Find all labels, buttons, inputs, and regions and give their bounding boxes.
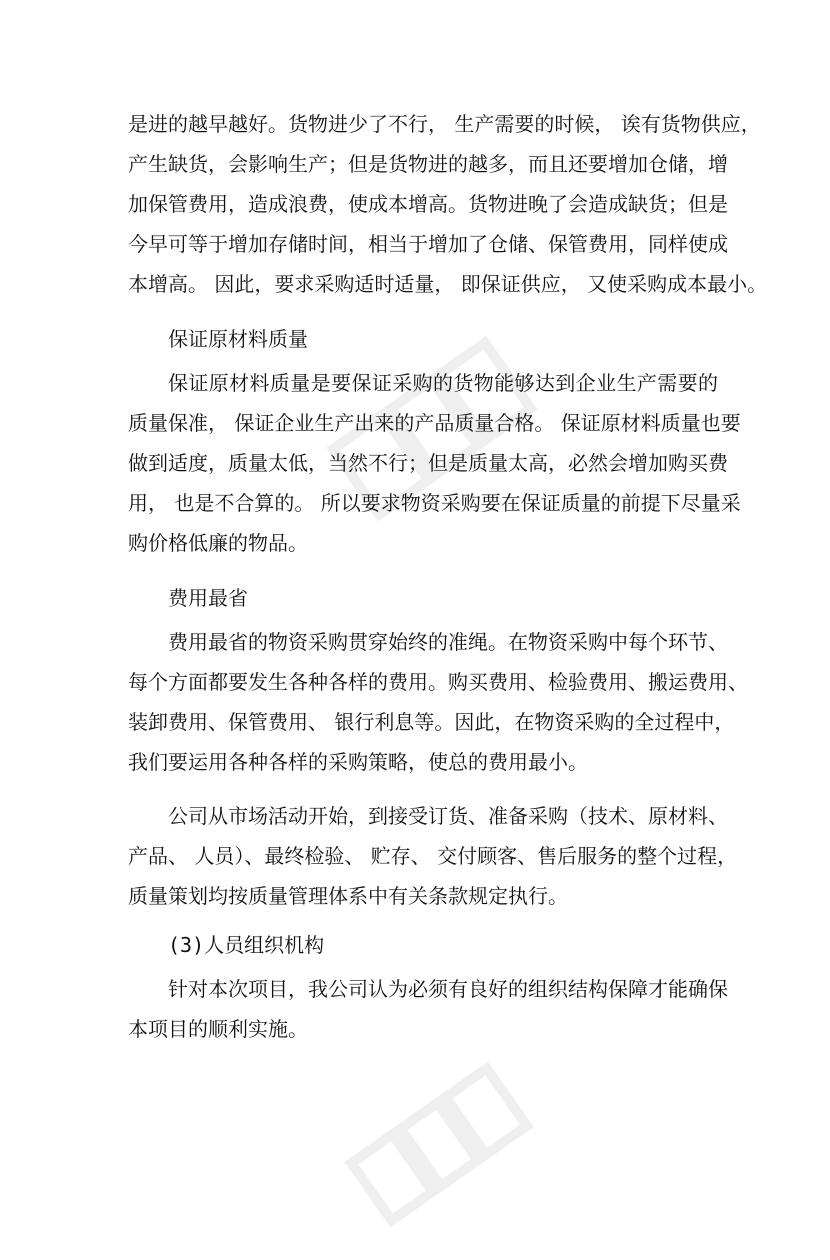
paragraph-cost [128,622,748,782]
text-line: 是进的越早越好。货物进少了不行， 生产需要的时候， 诶有货物供应， [128,112,761,136]
heading-org: (3)人员组织机构 [168,933,325,957]
text-line: 产生缺货，会影响生产；但是货物进的越多，而且还要增加仓储，增 [128,152,728,176]
paragraph-timing [128,104,768,304]
heading-cost: 费用最省 [168,586,248,610]
text-line: 今早可等于增加存储时间，相当于增加了仓储、保管费用，同样使成 [128,232,728,256]
text-line: 质量策划均按质量管理体系中有关条款规定执行。 [128,884,568,908]
text-line: 费用最省的物资采购贯穿始终的准绳。在物资采购中每个环节、 [168,630,728,654]
text-line: 本增高。 因此，要求采购适时适量， 即保证供应， 又使采购成本最小。 [128,272,768,296]
paragraph-quality [128,363,741,563]
text-line: 装卸费用、保管费用、 银行利息等。因此，在物资采购的全过程中， [128,710,735,734]
paragraph-org [128,969,728,1049]
text-line: 针对本次项目，我公司认为必须有良好的组织结构保障才能确保 [168,977,728,1001]
text-line: 产品、 人员）、最终检验、 贮存、 交付顾客、售后服务的整个过程， [128,844,738,868]
text-line: 加保管费用，造成浪费，使成本增高。货物进晚了会造成缺货；但是 [128,192,728,216]
text-line: 公司从市场活动开始，到接受订货、准备采购（技术、原材料、 [168,804,728,828]
watermark-stamp [330,1040,550,1260]
text-line: 我们要运用各种各样的采购策略，使总的费用最小。 [128,750,588,774]
paragraph-process [128,796,738,916]
text-line: 购价格低廉的物品。 [128,531,308,555]
text-line: 质量保准， 保证企业生产出来的产品质量合格。 保证原材料质量也要 [128,411,741,435]
text-line: 保证原材料质量是要保证采购的货物能够达到企业生产需要的 [168,371,718,395]
text-line: 本项目的顺利实施。 [128,1017,308,1041]
text-line: 用， 也是不合算的。 所以要求物资采购要在保证质量的前提下尽量采 [128,491,741,515]
text-line: 每个方面都要发生各种各样的费用。购买费用、检验费用、搬运费用、 [128,670,748,694]
text-line: 做到适度，质量太低，当然不行；但是质量太高，必然会增加购买费 [128,451,728,475]
heading-quality: 保证原材料质量 [168,327,308,351]
